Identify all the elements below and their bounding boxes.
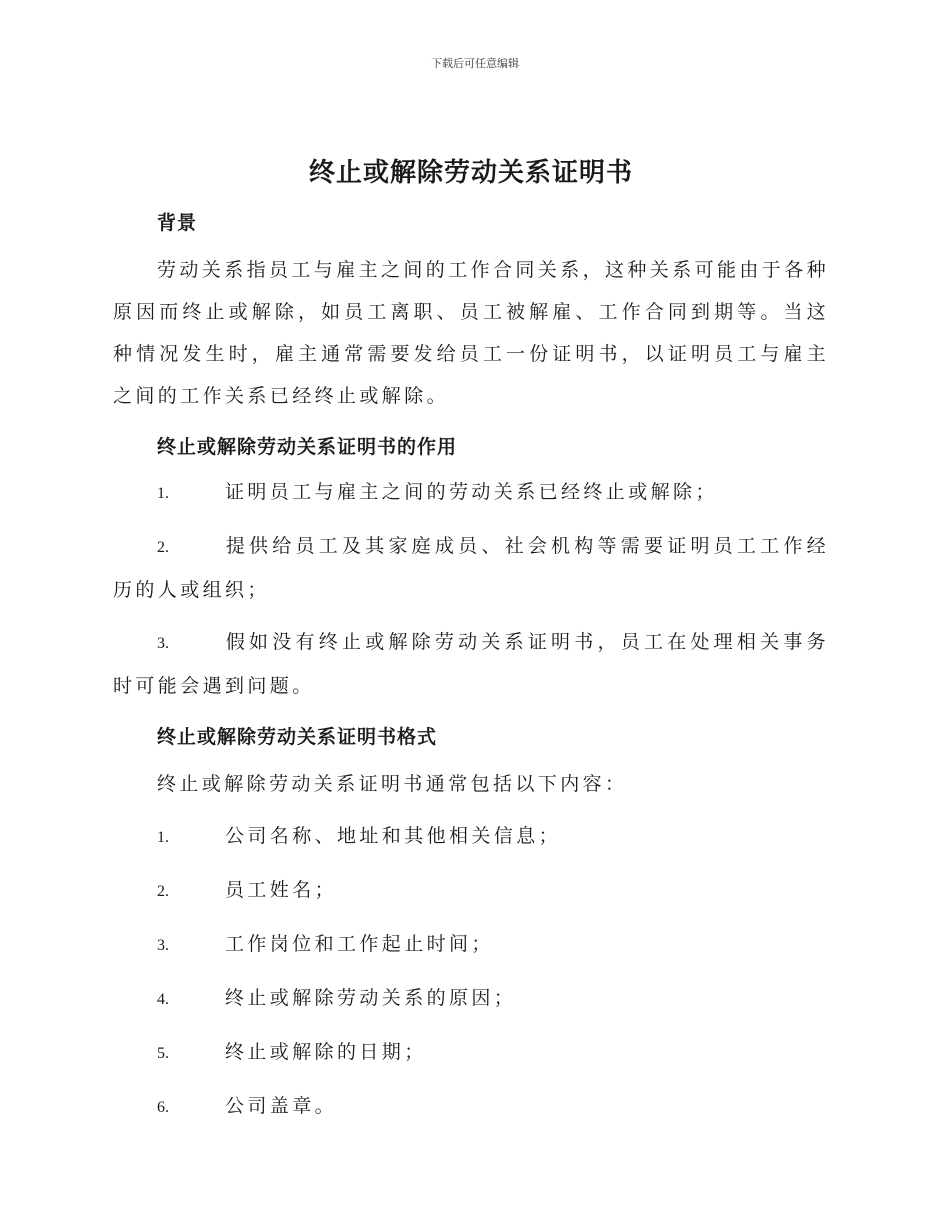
list-item [113,1085,829,1129]
list-item-number: 1. [157,829,169,846]
section-heading-format: 终止或解除劳动关系证明书格式 [157,726,438,748]
section-heading-purpose: 终止或解除劳动关系证明书的作用 [157,436,458,458]
document-page [113,145,829,1139]
list-item [113,815,829,859]
list-item-number: 1. [157,485,169,502]
list-item-text: 公司盖章。 [225,1095,338,1117]
list-item-number: 3. [157,937,169,954]
purpose-list [113,471,829,707]
list-item-text: 公司名称、地址和其他相关信息； [225,825,562,847]
list-item [113,525,829,611]
document-title: 终止或解除劳动关系证明书 [308,158,633,188]
list-item [113,621,829,707]
background-paragraph: 劳动关系指员工与雇主之间的工作合同关系，这种关系可能由于各种原因而终止或解除，如员工离职、员工被解雇、工作合同到期等。当这种情况发生时，雇主通常需要发给员工一份证明书，以证明员工与雇主之间的工作关系已经终止或解除。 [113,259,830,407]
list-item [113,471,829,515]
list-item-text: 终止或解除的日期； [225,1041,427,1063]
list-item-text: 工作岗位和工作起止时间； [225,933,494,955]
list-item [113,1031,829,1075]
list-item-number: 6. [157,1099,169,1116]
list-item-text: 假如没有终止或解除劳动关系证明书，员工在处理相关事务时可能会遇到问题。 [113,631,829,697]
list-item-number: 3. [157,635,169,652]
list-item-text: 提供给员工及其家庭成员、社会机构等需要证明员工工作经历的人或组织； [113,535,829,601]
header-note: 下载后可任意编辑 [431,57,519,70]
format-intro: 终止或解除劳动关系证明书通常包括以下内容： [157,773,628,795]
list-item [113,869,829,913]
list-item [113,923,829,967]
list-item-text: 终止或解除劳动关系的原因； [225,987,517,1009]
list-item-text: 证明员工与雇主之间的劳动关系已经终止或解除； [225,481,718,503]
list-item-number: 5. [157,1045,169,1062]
list-item-text: 员工姓名； [225,879,338,901]
list-item [113,977,829,1021]
list-item-number: 4. [157,991,169,1008]
section-heading-background: 背景 [157,212,198,234]
list-item-number: 2. [157,883,169,900]
format-list [113,815,829,1129]
list-item-number: 2. [157,539,169,556]
